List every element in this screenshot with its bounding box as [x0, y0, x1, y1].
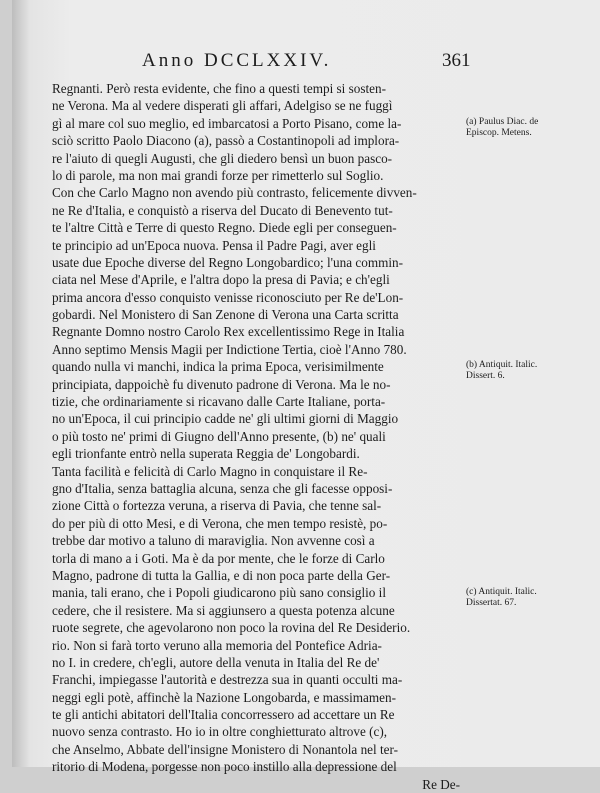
text-line: Franchi, impiegasse l'autorità e destrezza sua in quanti occulti ma- — [52, 672, 403, 688]
text-line: gno d'Italia, senza battaglia alcuna, senza che gli facesse opposi- — [52, 480, 393, 496]
margin-note-b: (b) Antiquit. Italic. Dissert. 6. — [466, 360, 538, 381]
text-line: rio. Non si farà torto veruno alla memoria del Pontefice Adria- — [52, 637, 382, 653]
main-text — [52, 80, 464, 793]
text-line: trebbe dar motivo a taluno di maraviglia. Non avvenne così a — [52, 533, 375, 549]
text-line: usate due Epoche diverse del Regno Longobardico; l'una commin- — [52, 254, 404, 270]
margin-note-a: (a) Paulus Diac. de Episcop. Metens. — [466, 117, 539, 138]
page-heading: Anno DCCLXXIV. — [142, 50, 332, 71]
text-line: Regnante Domno nostro Carolo Rex excellentissimo Rege in Italia — [52, 324, 405, 340]
page-number: 361 — [442, 50, 471, 71]
text-line: mania, tali erano, che i Popoli giudicarono più sano consiglio il — [52, 585, 387, 601]
text-line: ciata nel Mese d'Aprile, e l'altra dopo la presa di Pavia; e ch'egli — [52, 272, 390, 288]
text-line: Tanta facilità e felicità di Carlo Magno in conquistare il Re- — [52, 463, 368, 479]
text-line: Anno septimo Mensis Magii per Indictione Tertia, cioè l'Anno 780. — [52, 341, 407, 357]
text-line: ne Re d'Italia, e conquistò a riserva del Ducato di Benevento tut- — [52, 202, 393, 218]
book-page — [12, 0, 600, 792]
text-line: re l'aiuto di quegli Augusti, che gli diedero bensì un buon pasco- — [52, 150, 393, 166]
text-line: te l'altre Città e Terre di questo Regno. Diede egli per conseguen- — [52, 220, 397, 236]
text-line: che Anselmo, Abbate dell'insigne Monistero di Nonantola nel ter- — [52, 741, 399, 757]
text-line: Magno, padrone di tutta la Gallia, e di non poca parte della Ger- — [52, 567, 391, 583]
text-line: te gli antichi abitatori dell'Italia concorressero ad accettare un Re — [52, 707, 395, 723]
text-line: tizie, che ordinariamente si ricavano dalle Carte Italiane, porta- — [52, 394, 386, 410]
text-line: neggi egli potè, affinchè la Nazione Longobarda, e massimamen- — [52, 689, 396, 705]
text-line: prima ancora d'esso conquisto venisse riconosciuto per Re de'Lon- — [52, 289, 404, 305]
text-line: gobardi. Nel Monistero di San Zenone di Verona una Carta scritta — [52, 307, 399, 323]
text-line: o più tosto ne' primi di Giugno dell'Anno presente, (b) ne' quali — [52, 428, 386, 444]
text-line: do per più di otto Mesi, e di Verona, che men tempo resistè, po- — [52, 515, 388, 531]
text-line: no un'Epoca, il cui principio cadde ne' gli ultimi giorni di Maggio — [52, 411, 399, 427]
margin-note-c: (c) Antiquit. Italic. Dissertat. 67. — [466, 587, 537, 608]
text-line: no I. in credere, ch'egli, autore della venuta in Italia del Re de' — [52, 654, 380, 670]
text-line: Con che Carlo Magno non avendo più contrasto, felicemente divven- — [52, 185, 417, 201]
text-line: ruote segrete, che agevolarono non poco la rovina del Re Desiderio. — [52, 620, 411, 636]
text-line: Regnanti. Però resta evidente, che fino a questi tempi si sosten- — [52, 81, 386, 96]
text-line: te principio ad un'Epoca nuova. Pensa il Padre Pagi, aver egli — [52, 237, 376, 253]
text-line: sciò scritto Paolo Diacono (a), passò a Costantinopoli ad implora- — [52, 133, 400, 149]
text-line: ritorio di Modena, porgesse non poco instillo alla depressione del — [52, 759, 397, 775]
text-line: egli trionfante entrò nella superata Reggia de' Longobardi. — [52, 446, 360, 462]
text-line: zione Città o fortezza veruna, a riserva di Pavia, che tenne sal- — [52, 498, 382, 514]
text-line: lo di parole, ma non mai grandi forze per rimetterlo sul Soglio. — [52, 167, 384, 183]
text-line: cedere, che il resistere. Ma si aggiunsero a questa potenza alcune — [52, 602, 395, 618]
running-header — [142, 50, 472, 72]
text-line: ne Verona. Ma al vedere disperati gli affari, Adelgiso se ne fuggì — [52, 98, 393, 114]
text-line: quando nulla vi manchi, indica la prima Epoca, verisimilmente — [52, 359, 384, 375]
text-line: Re De- — [422, 776, 460, 792]
text-line: principiata, dappoichè fu divenuto padrone di Verona. Ma le no- — [52, 376, 391, 392]
text-line: nuovo senza contrasto. Ho io in oltre conghietturato altrove (c), — [52, 724, 388, 740]
text-line: gì al mare col suo meglio, ed imbarcatosi a Porto Pisano, come la- — [52, 115, 402, 131]
text-line: torla di mano a i Goti. Ma è da por mente, che le forze di Carlo — [52, 550, 385, 566]
